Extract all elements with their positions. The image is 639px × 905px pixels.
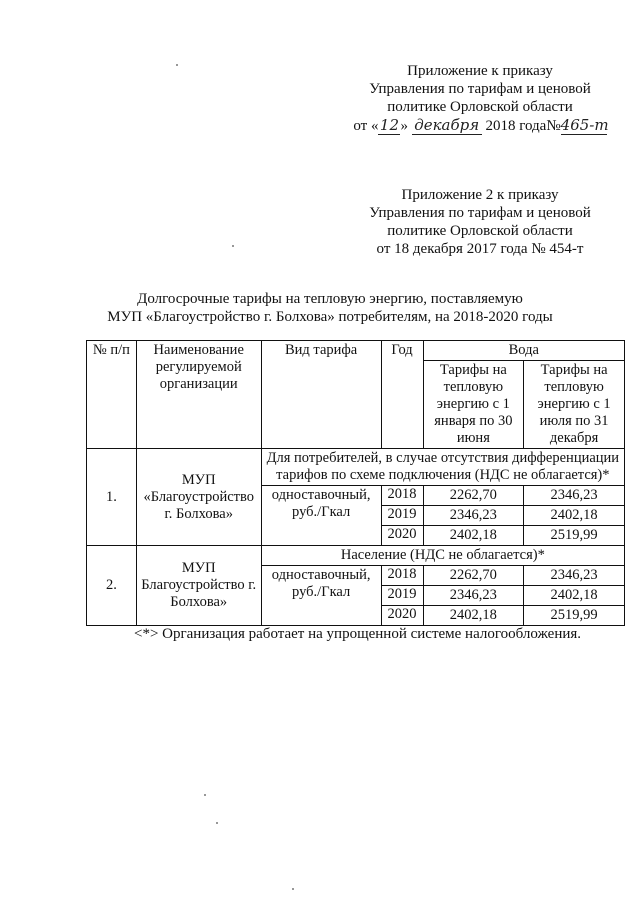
header-jul: Тарифы на тепловую энергию с 1 июля по 31 декабря — [524, 361, 625, 449]
date-month: декабря — [412, 116, 482, 135]
row-section: Население (НДС не облагается)* — [261, 546, 624, 566]
row-tariff-type: одноставочный, руб./Гкал — [261, 486, 381, 546]
header-jan: Тарифы на тепловую энергию с 1 января по 30 июня — [423, 361, 524, 449]
row-jan: 2402,18 — [423, 606, 524, 626]
tariff-table — [86, 340, 625, 626]
appendix-1-line3: политике Орловской области — [387, 99, 573, 115]
scan-speck — [292, 888, 294, 890]
appendix-1-header — [330, 62, 630, 135]
appendix-2-line1: Приложение 2 к приказу — [401, 187, 559, 203]
header-org: Наименование регулируемой организации — [136, 341, 261, 449]
header-type: Вид тарифа — [261, 341, 381, 449]
title-line2: МУП «Благоустройство г. Болхова» потребителям, на 2018-2020 годы — [107, 309, 553, 325]
row-jan: 2262,70 — [423, 486, 524, 506]
table-row — [87, 546, 625, 566]
table-header-row — [87, 341, 625, 361]
header-num: № п/п — [87, 341, 137, 449]
row-tariff-type: одноставочный, руб./Гкал — [261, 566, 381, 626]
order-number: 465-т — [560, 116, 609, 134]
header-water: Вода — [423, 341, 625, 361]
scan-speck — [216, 822, 218, 824]
date-year: 2018 года№ — [485, 118, 561, 134]
row-org: МУП «Благоустройство г. Болхова» — [136, 449, 261, 546]
appendix-1-line2: Управления по тарифам и ценовой — [369, 81, 591, 97]
appendix-2-header — [330, 186, 630, 258]
appendix-1-line1: Приложение к приказу — [407, 63, 553, 79]
row-year: 2018 — [381, 566, 423, 586]
header-year: Год — [381, 341, 423, 449]
appendix-1-date-line — [330, 116, 630, 135]
footnote: <*> Организация работает на упрощенной системе налогообложения. — [134, 626, 582, 642]
row-year: 2019 — [381, 506, 423, 526]
row-jul: 2519,99 — [524, 606, 625, 626]
row-jan: 2346,23 — [423, 506, 524, 526]
scan-speck — [204, 794, 206, 796]
appendix-2-line4: от 18 декабря 2017 года № 454-т — [376, 241, 584, 257]
document-title — [40, 290, 620, 326]
row-year: 2018 — [381, 486, 423, 506]
row-section: Для потребителей, в случае отсутствия дифференциации тарифов по схеме подключения (НДС не облагается)* — [261, 449, 624, 486]
scan-speck — [232, 245, 234, 247]
date-prefix: от « — [353, 118, 379, 134]
appendix-2-line3: политике Орловской области — [387, 223, 573, 239]
row-num: 2. — [87, 546, 137, 626]
title-line1: Долгосрочные тарифы на тепловую энергию, поставляемую — [137, 291, 523, 307]
row-num: 1. — [87, 449, 137, 546]
scan-speck — [176, 64, 178, 66]
row-jul: 2402,18 — [524, 506, 625, 526]
date-mid: » — [400, 118, 408, 134]
row-year: 2019 — [381, 586, 423, 606]
row-jan: 2262,70 — [423, 566, 524, 586]
row-jan: 2402,18 — [423, 526, 524, 546]
date-day: 12 — [379, 116, 399, 134]
row-jul: 2346,23 — [524, 566, 625, 586]
row-year: 2020 — [381, 606, 423, 626]
row-jul: 2346,23 — [524, 486, 625, 506]
row-jul: 2402,18 — [524, 586, 625, 606]
appendix-2-line2: Управления по тарифам и ценовой — [369, 205, 591, 221]
row-jul: 2519,99 — [524, 526, 625, 546]
row-org: МУП Благоустройство г. Болхова» — [136, 546, 261, 626]
table-row — [87, 449, 625, 486]
row-jan: 2346,23 — [423, 586, 524, 606]
row-year: 2020 — [381, 526, 423, 546]
